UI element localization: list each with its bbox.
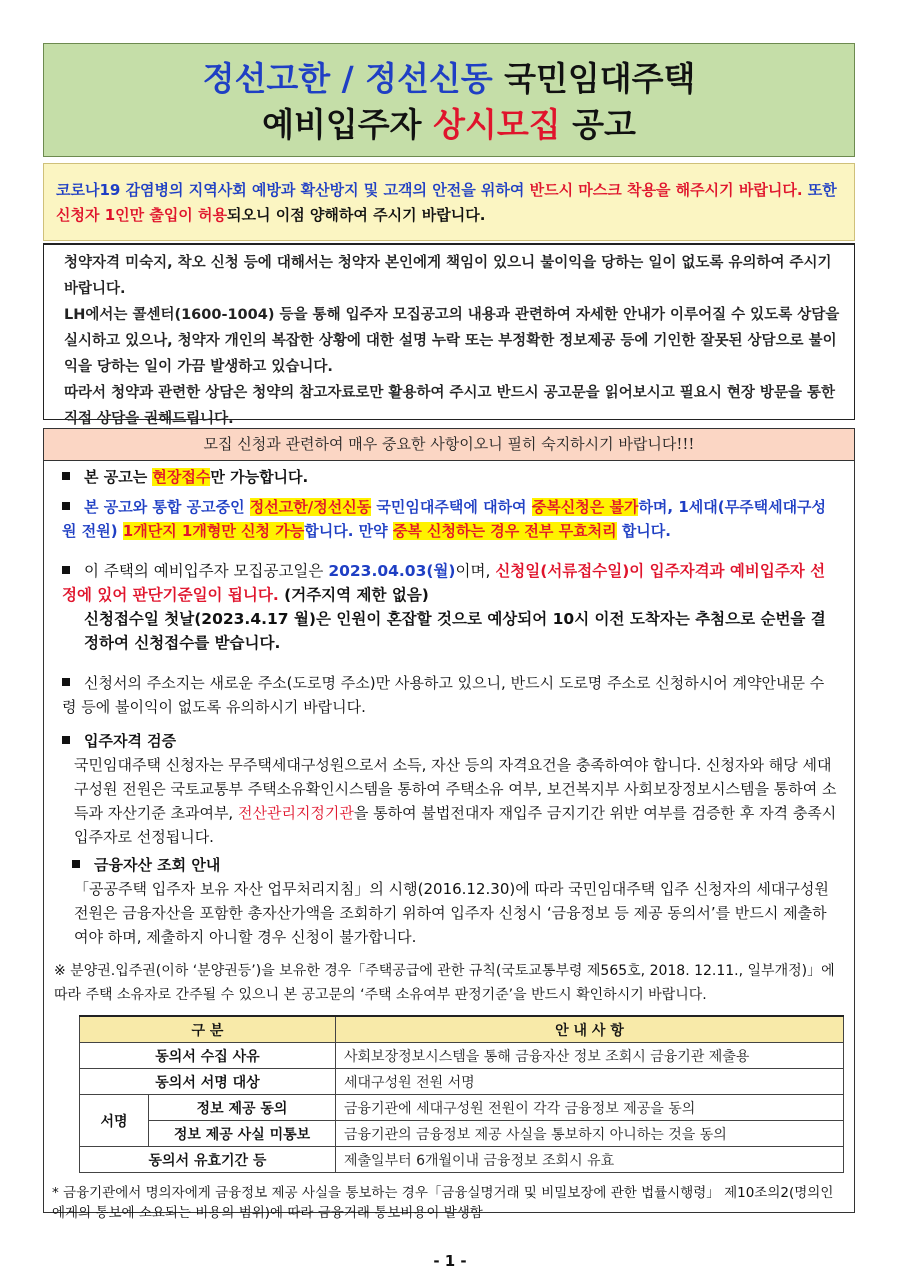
item-onsite-only: 본 공고는 현장접수만 가능합니다. xyxy=(62,465,308,489)
warning-paragraph: 청약자격 미숙지, 착오 신청 등에 대해서는 청약자 본인에게 책임이 있으니 불이익을 당하는 일이 없도록 유의하여 주시기 바랍니다. xyxy=(64,255,832,297)
warning-paragraph: 따라서 청약과 관련한 상담은 청약의 참고자료로만 활용하여 주시고 반드시 공고문을 읽어보시고 필요시 현장 방문을 통한 직접 상담을 권해드립니다. xyxy=(64,385,836,427)
warning-box xyxy=(43,243,855,427)
bullet-icon xyxy=(62,566,70,574)
footnote: * 금융기관에서 명의자에게 금융정보 제공 사실을 통보하는 경우「금융실명거래 및 비밀보장에 관한 법률시행령」 제10조의2(명의인에게의 통보에 소요되는 비용의 범위)에 따라 금융거래 통보비용이 발생함 xyxy=(52,1185,834,1221)
item-duplicate-apply: 본 공고와 통합 공고중인 정선고한/정선신동 국민임대주택에 대하여 중복신청은 불가하며, 1세대(무주택세대구성원 전원) 1개단지 1개형만 신청 가능합니다. 만약 중복 신청하는 경우 전부 무효처리 합니다. xyxy=(62,498,827,540)
table-row: 정보 제공 사실 미통보 금융기관의 금융정보 제공 사실을 통보하지 아니하는 것을 동의 xyxy=(80,1121,844,1147)
table-row: 동의서 서명 대상 세대구성원 전원 서명 xyxy=(80,1069,844,1095)
title-line-1: 정선고한 / 정선신동 국민임대주택 xyxy=(202,59,696,98)
consent-table xyxy=(79,1015,844,1173)
ownership-note: ※ 분양권.입주권(이하 ‘분양권등’)을 보유한 경우「주택공급에 관한 규칙(국토교통부령 제565호, 2018. 12.11., 일부개정)」에 따라 주택 소유자로 간주될 수 있으니 본 공고문의 ‘주택 소유여부 판정기준’을 반드시 확인하시기 바랍니다. xyxy=(54,963,835,1003)
item-address-notice: 신청서의 주소지는 새로운 주소(도로명 주소)만 사용하고 있으니, 반드시 도로명 주소로 신청하시어 계약안내문 수령 등에 불이익이 없도록 유의하시기 바랍니다. xyxy=(62,674,825,716)
main-notice-box xyxy=(43,428,855,1221)
bullet-icon xyxy=(62,678,70,686)
table-row: 서명 정보 제공 동의 금융기관에 세대구성원 전원이 각각 금융정보 제공을 동의 xyxy=(80,1095,844,1121)
item-financial-asset: 금융자산 조회 안내 「공공주택 입주자 보유 자산 업무처리지침」의 시행(2016.12.30)에 따라 국민임대주택 입주 신청자의 세대구성원 전원은 금융자산을 포함한 총자산가액을 조회하기 위하여 입주자 신청시 ‘금융정보 등 제공 동의서’를 반드시 제출하여야 하며, 제출하지 아니할 경우 신청이 불가합니다. xyxy=(74,856,829,946)
table-row: 동의서 수집 사유 사회보장정보시스템을 통해 금융자산 정보 조회시 금융기관 제출용 xyxy=(80,1043,844,1069)
table-row: 동의서 유효기간 등 제출일부터 6개월이내 금융정보 조회시 유효 xyxy=(80,1147,844,1173)
covid-notice: 코로나19 감염병의 지역사회 예방과 확산방지 및 고객의 안전을 위하여 반드시 마스크 착용을 해주시기 바랍니다. 또한 신청자 1인만 출입이 허용되오니 이점 양해하여 주시기 바랍니다. xyxy=(43,163,855,241)
page-number: - 1 - xyxy=(433,1252,467,1270)
title-banner xyxy=(43,43,855,157)
bullet-icon xyxy=(62,472,70,480)
bullet-icon xyxy=(62,502,70,510)
table-header-row: 구 분 안 내 사 항 xyxy=(80,1016,844,1043)
item-announcement-date: 이 주택의 예비입주자 모집공고일은 2023.04.03(월)이며, 신청일(서류접수일)이 입주자격과 예비입주자 선정에 있어 판단기준일이 됩니다. (거주지역 제한 없음) 신청접수일 첫날(2023.4.17 월)은 인원이 혼잡할 것으로 예상되어 10시 이전 도착자는 추첨으로 순번을 결정하여 신청접수를 받습니다. xyxy=(62,562,826,652)
bullet-icon xyxy=(72,860,80,868)
bullet-icon xyxy=(62,736,70,744)
title-line-2: 예비입주자 상시모집 공고 xyxy=(262,105,636,144)
warning-paragraph: LH에서는 콜센터(1600-1004) 등을 통해 입주자 모집공고의 내용과 관련하여 자세한 안내가 이루어질 수 있도록 상담을 실시하고 있으나, 청약자 개인의 복잡한 상황에 대한 설명 누락 또는 부정확한 정보제공 등에 기인한 잘못된 상담으로 불이익을 당하는 일이 가끔 발생하고 있습니다. xyxy=(64,307,840,375)
main-notice-header: 모집 신청과 관련하여 매우 중요한 사항이오니 필히 숙지하시기 바랍니다!!! xyxy=(44,429,854,461)
item-eligibility-check: 입주자격 검증 국민임대주택 신청자는 무주택세대구성원으로서 소득, 자산 등의 자격요건을 충족하여야 합니다. 신청자와 해당 세대구성원 전원은 국토교통부 주택소유확인시스템을 통하여 주택소유 여부, 보건복지부 사회보장정보시스템을 통하여 소득과 자산기준 초과여부, 전산관리지정기관을 통하여 불법전대자 재입주 금지기간 위반 여부를 검증한 후 자격 충족시 입주자로 선정됩니다. xyxy=(62,729,837,849)
